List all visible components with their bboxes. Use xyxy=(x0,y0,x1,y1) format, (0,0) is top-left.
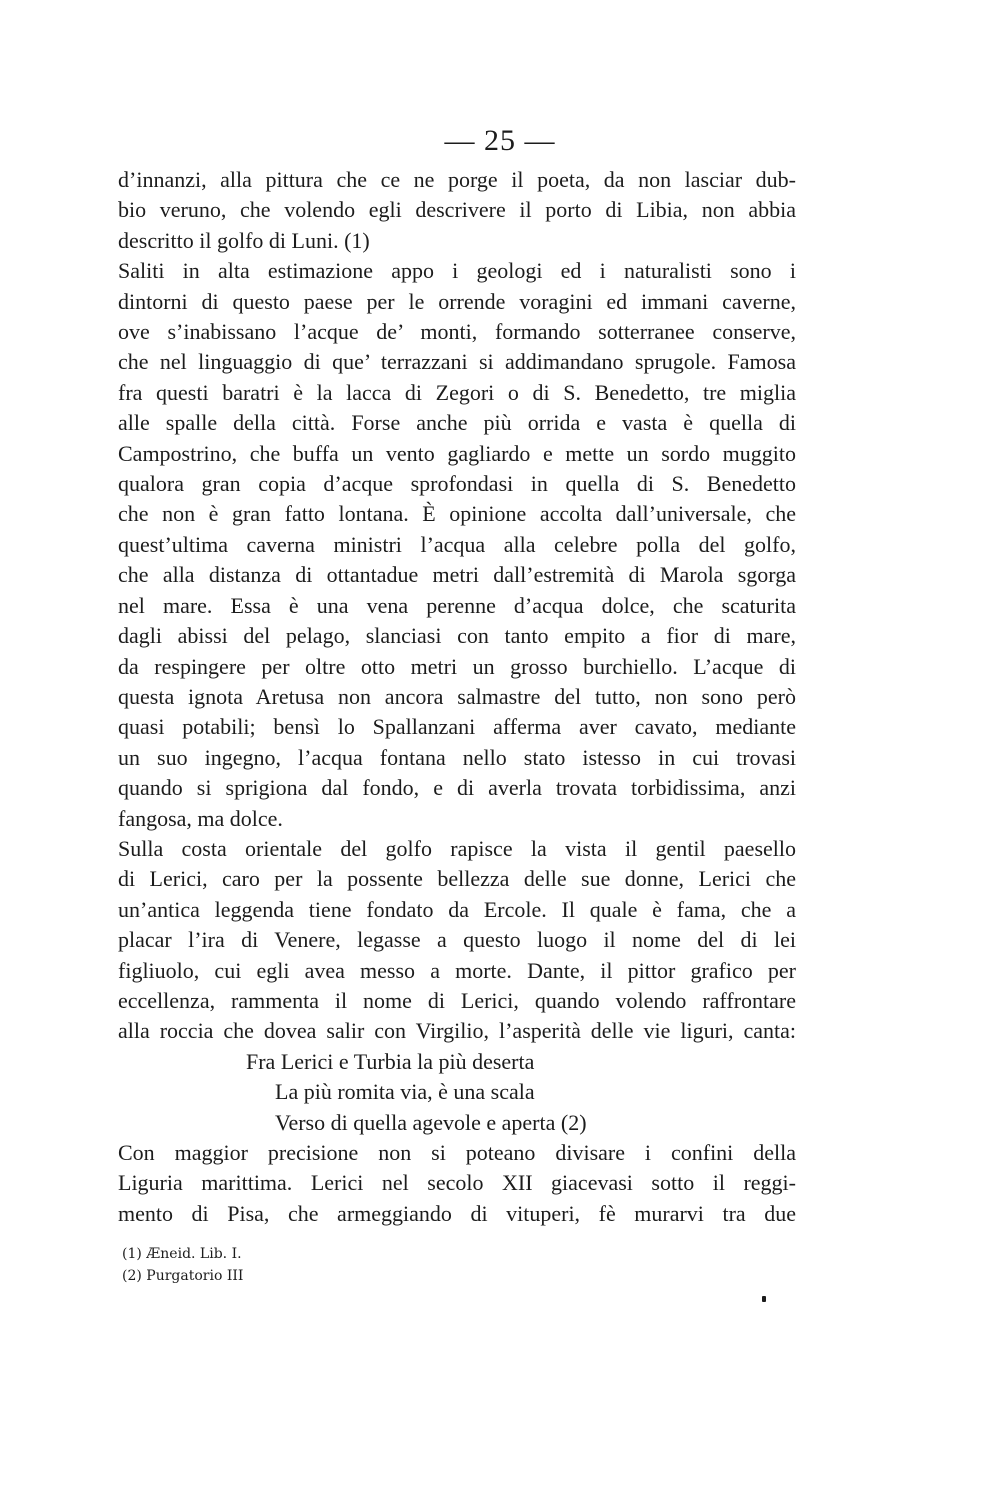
text-line: fra questi baratri è la lacca di Zegori o di S. Benedetto, tre miglia xyxy=(118,379,796,405)
ink-speck xyxy=(762,1296,766,1302)
page-number: — 25 — xyxy=(444,124,556,157)
text-line: che nel linguaggio di que’ terrazzani si addimandano sprugole. Famosa xyxy=(118,349,796,375)
text-line: quasi potabili; bensì lo Spallanzani afferma aver cavato, mediante xyxy=(118,714,796,740)
text-line: qualora gran copia d’acque sprofondasi in quella di S. Benedetto xyxy=(118,471,796,497)
text-line: che non è gran fatto lontana. È opinione accolta dall’universale, che xyxy=(118,501,796,527)
verse-line: Fra Lerici e Turbia la più deserta xyxy=(246,1048,535,1074)
text-line: Con maggior precisione non si poteano divisare i confini della xyxy=(118,1140,796,1165)
text-line: alle spalle della città. Forse anche più orrida e vasta è quella di xyxy=(118,410,796,436)
text-line: questa ignota Aretusa non ancora salmastre del tutto, non sono però xyxy=(118,683,796,709)
text-line: un suo ingegno, l’acqua fontana nello stato istesso in cui trovasi xyxy=(118,744,796,770)
text-line: d’innanzi, alla pittura che ce ne porge il poeta, da non lasciar dub- xyxy=(118,167,796,192)
text-line: placar l’ira di Venere, legasse a questo luogo il nome del di lei xyxy=(118,927,796,953)
text-line: Sulla costa orientale del golfo rapisce la vista il gentil paesello xyxy=(118,835,796,861)
text-line: da respingere per oltre otto metri un grosso burchiello. L’acque di xyxy=(118,653,796,679)
text-line: che alla distanza di ottantadue metri dall’estremità di Marola sgorga xyxy=(118,562,796,588)
text-line: Liguria marittima. Lerici nel secolo XII giacevasi sotto il reggi- xyxy=(118,1170,796,1196)
text-line: quando si sprigiona dal fondo, e di averla trovata torbidissima, anzi xyxy=(118,775,796,801)
text-line: descritto il golfo di Luni. (1) xyxy=(118,227,370,253)
text-line: dagli abissi del pelago, slanciasi con tanto empito a fior di mare, xyxy=(118,623,796,649)
text-line: figliuolo, cui egli avea messo a morte. Dante, il pittor grafico per xyxy=(118,957,796,983)
text-line: nel mare. Essa è una vena perenne d’acqua dolce, che scaturita xyxy=(118,592,796,618)
text-line: bio veruno, che volendo egli descrivere il porto di Libia, non abbia xyxy=(118,197,796,223)
verse-line: Verso di quella agevole e aperta (2) xyxy=(275,1109,587,1135)
body-text xyxy=(118,165,796,1229)
text-line: alla roccia che dovea salir con Virgilio, l’asperità delle vie liguri, canta: xyxy=(118,1018,796,1044)
text-line: quest’ultima caverna ministri l’acqua alla celebre polla del golfo, xyxy=(118,531,796,557)
text-line: dintorni di questo paese per le orrende voragini ed immani caverne, xyxy=(118,288,796,314)
footnote: (2) Purgatorio III xyxy=(122,1268,244,1284)
text-line: eccellenza, rammenta il nome di Lerici, quando volendo raffrontare xyxy=(118,987,796,1013)
text-line: ove s’inabissano l’acque de’ monti, formando sotterranee conserve, xyxy=(118,319,796,345)
text-line: mento di Pisa, che armeggiando di vituperi, fè murarvi tra due xyxy=(118,1200,796,1226)
footnote: (1) Æneid. Lib. I. xyxy=(122,1246,242,1262)
text-line: un’antica leggenda tiene fondato da Ercole. Il quale è fama, che a xyxy=(118,896,796,922)
verse-line: La più romita via, è una scala xyxy=(275,1079,535,1105)
footnotes xyxy=(122,1243,243,1287)
text-line: di Lerici, caro per la possente bellezza delle sue donne, Lerici che xyxy=(118,866,796,892)
text-line: fangosa, ma dolce. xyxy=(118,805,283,831)
text-line: Saliti in alta estimazione appo i geologi ed i naturalisti sono i xyxy=(118,258,796,284)
text-line: Campostrino, che buffa un vento gagliardo e mette un sordo muggito xyxy=(118,440,796,466)
